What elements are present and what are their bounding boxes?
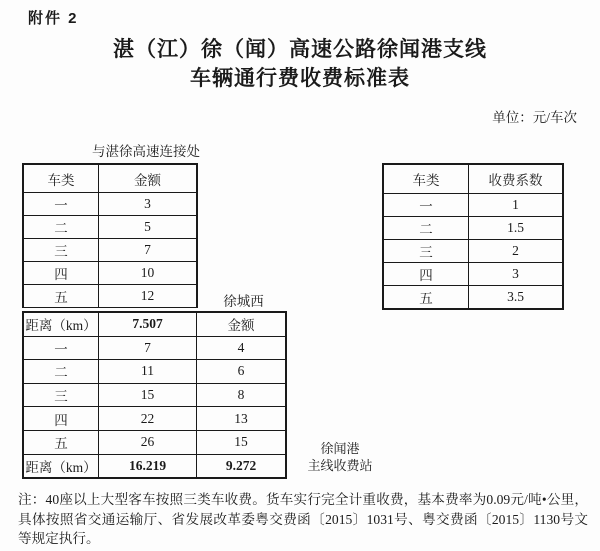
table-cell: 三 (23, 383, 99, 407)
table-row (383, 240, 563, 263)
distance-label-cell: 距离（km） (23, 312, 99, 336)
distance-value-cell: 9.272 (197, 454, 287, 478)
header-cell-coefficient: 收费系数 (469, 164, 564, 194)
table-cell: 1.5 (469, 217, 564, 240)
table-row (383, 217, 563, 240)
table-cell: 四 (23, 407, 99, 431)
coefficient-table (382, 163, 564, 310)
table-row (23, 430, 286, 454)
unit-label: 单位：元/车次 (492, 110, 577, 125)
table-cell: 11 (99, 360, 197, 384)
table-row (23, 360, 286, 384)
header-cell-amount: 金额 (99, 164, 198, 193)
table-cell: 二 (383, 217, 469, 240)
distance-footer-row (23, 454, 286, 478)
table-cell: 二 (23, 216, 99, 239)
table-cell: 3 (99, 193, 198, 216)
table-cell: 4 (197, 336, 287, 360)
distance-label-cell: 距离（km） (23, 454, 99, 478)
header-cell-amount: 金额 (197, 312, 287, 336)
table-cell: 2 (469, 240, 564, 263)
table-cell: 3 (469, 263, 564, 286)
table-cell: 四 (23, 262, 99, 285)
table-row (23, 193, 197, 216)
table-cell: 7 (99, 336, 197, 360)
table-cell: 五 (383, 286, 469, 310)
station-label-line1: 徐闻港 (320, 441, 360, 456)
distance-value-cell: 16.219 (99, 454, 197, 478)
table-cell: 22 (99, 407, 197, 431)
table-cell: 12 (99, 285, 198, 308)
attachment-label: 附件 2 (28, 10, 79, 27)
table-header-row (23, 164, 197, 193)
table-cell: 6 (197, 360, 287, 384)
table-cell: 二 (23, 360, 99, 384)
table-row (23, 262, 197, 285)
note-text: 注：40座以上大型客车按照三类车收费。货车实行完全计重收费，基本费率为0.09元/吨•公里，具体按照省交通运输厅、省发展改革委粤交费函〔2015〕1031号、粤交费函〔2015〕1130号文等规定执行。 (18, 492, 588, 546)
table-cell: 一 (23, 336, 99, 360)
table-cell: 三 (23, 239, 99, 262)
table-cell: 7 (99, 239, 198, 262)
distance-value-cell: 7.507 (99, 312, 197, 336)
table-row (23, 383, 286, 407)
header-cell-vehicle-class: 车类 (23, 164, 99, 193)
table-cell: 五 (23, 285, 99, 308)
table-cell: 5 (99, 216, 198, 239)
table-cell: 26 (99, 430, 197, 454)
table-cell: 8 (197, 383, 287, 407)
table-row (383, 286, 563, 310)
table-row (383, 194, 563, 217)
main-toll-station-label (297, 441, 383, 474)
page-title-line1: 湛（江）徐（闻）高速公路徐闻港支线 (113, 37, 487, 61)
table-row (23, 407, 286, 431)
table-cell: 五 (23, 430, 99, 454)
table-cell: 13 (197, 407, 287, 431)
table-cell: 15 (197, 430, 287, 454)
header-cell-vehicle-class: 车类 (383, 164, 469, 194)
left-toll-table-upper (22, 163, 198, 308)
table-row (23, 285, 197, 308)
table-cell: 一 (383, 194, 469, 217)
table-cell: 1 (469, 194, 564, 217)
table-cell: 四 (383, 263, 469, 286)
table-cell: 三 (383, 240, 469, 263)
table-row (383, 263, 563, 286)
station-label-line2: 主线收费站 (307, 457, 373, 473)
table-cell: 15 (99, 383, 197, 407)
connector-junction-label: 与湛徐高速连接处 (92, 144, 200, 159)
table-header-row (383, 164, 563, 194)
table-row (23, 336, 286, 360)
table-cell: 一 (23, 193, 99, 216)
branch-station-label: 徐城西 (223, 294, 264, 309)
left-toll-table-lower (22, 311, 287, 479)
table-cell: 3.5 (469, 286, 564, 310)
table-cell: 10 (99, 262, 198, 285)
table-row (23, 239, 197, 262)
distance-header-row (23, 312, 286, 336)
page-title-line2: 车辆通行费收费标准表 (190, 66, 410, 90)
table-row (23, 216, 197, 239)
